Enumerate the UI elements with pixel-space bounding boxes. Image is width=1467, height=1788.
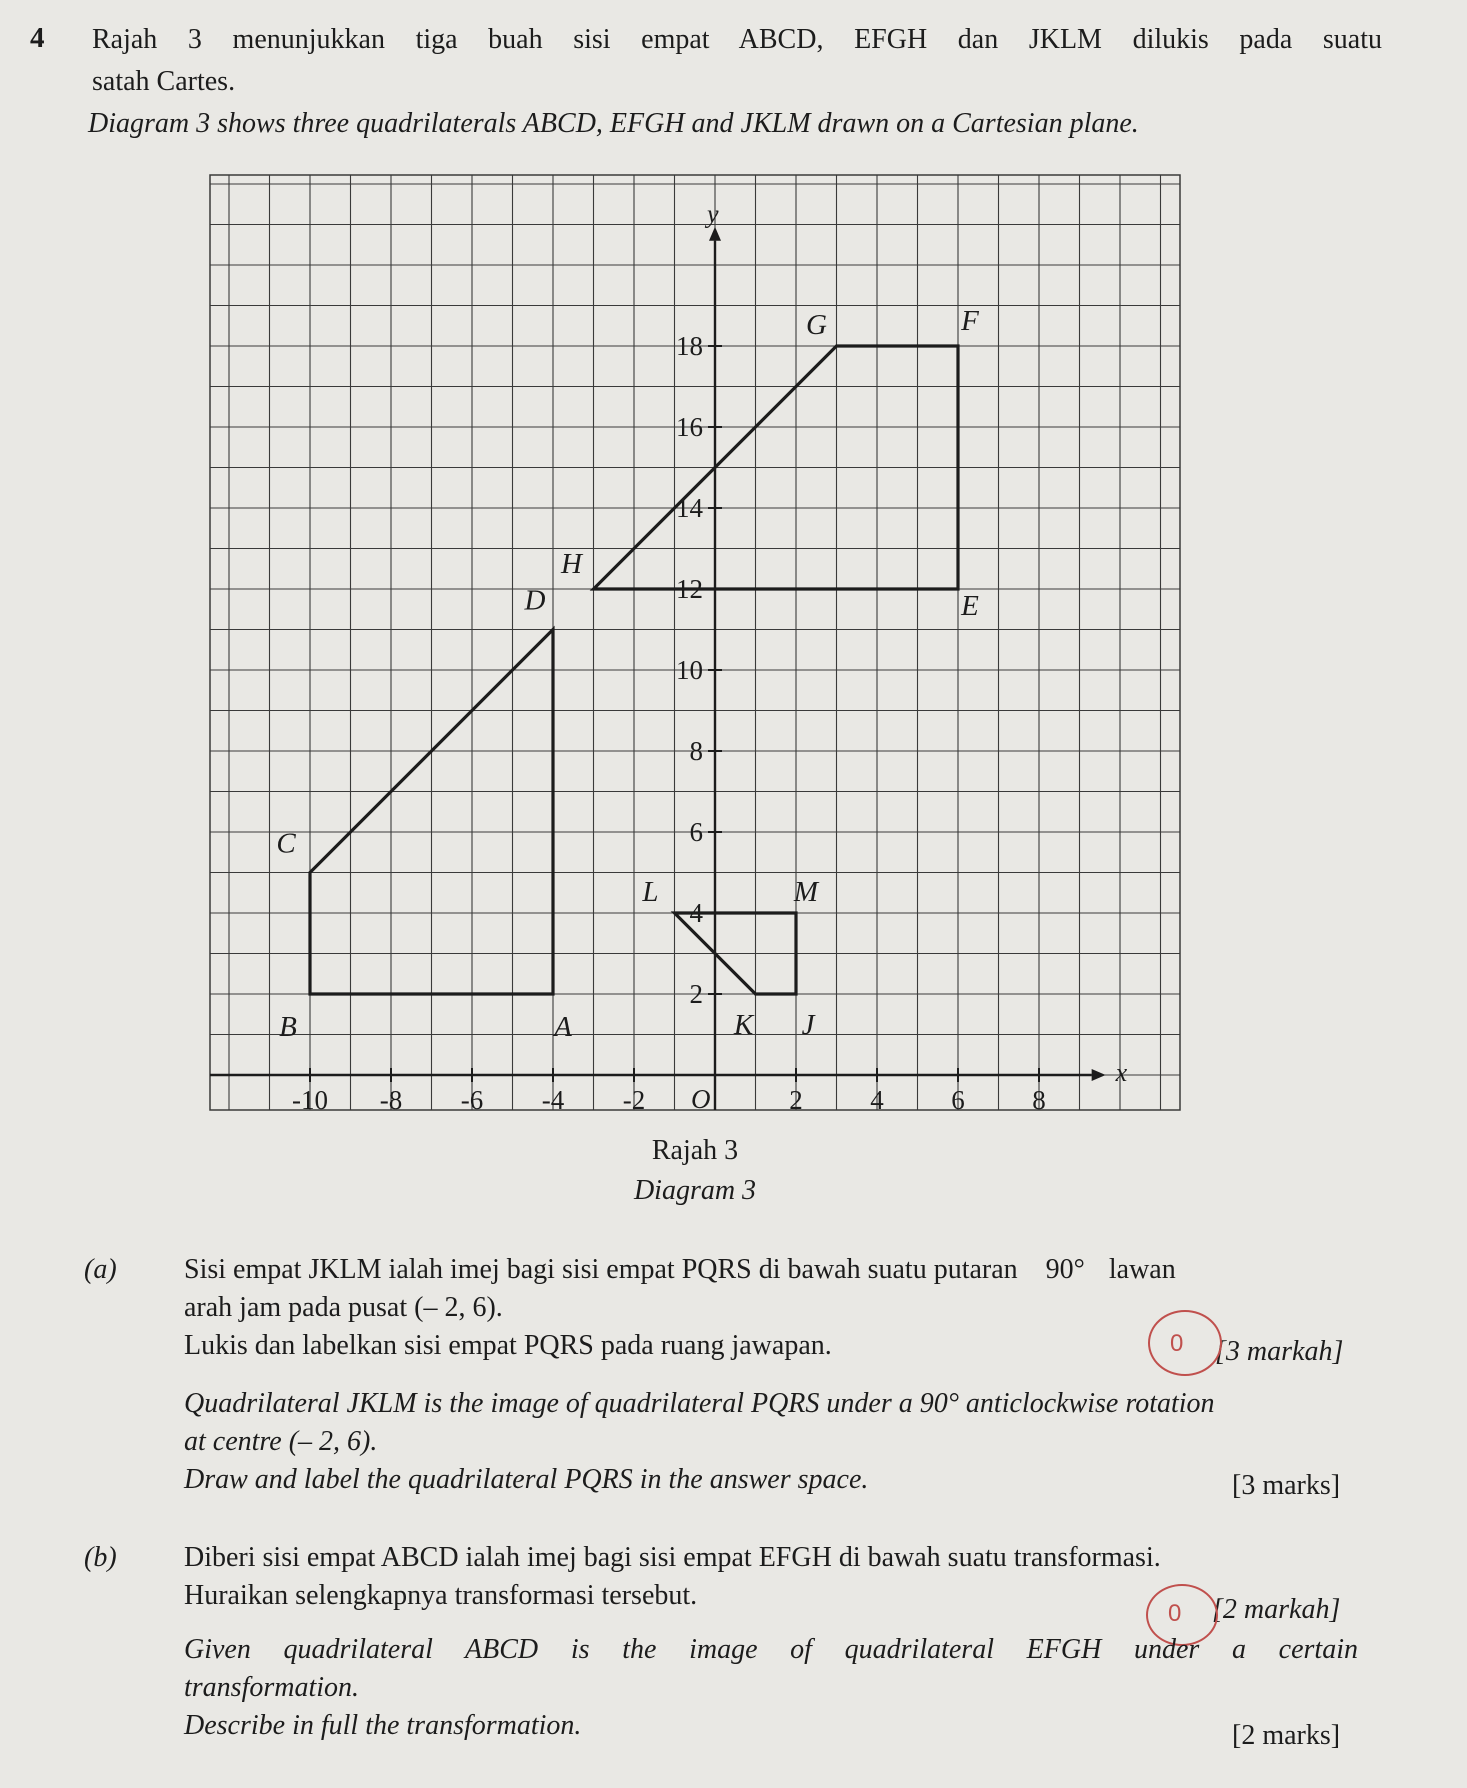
y-tick-label: 16 (676, 412, 703, 442)
x-tick-label: -10 (292, 1085, 328, 1115)
part-b-malay-line2: Huraikan selengkapnya transformasi tersebut. (184, 1580, 698, 1611)
axes (210, 200, 1128, 1114)
part-a-english-line3: Draw and label the quadrilateral PQRS in the answer space. (184, 1464, 869, 1495)
y-tick-label: 8 (689, 736, 703, 766)
part-b-english-marks: [2 marks] (1232, 1720, 1341, 1751)
y-tick-label: 14 (676, 493, 703, 523)
part-a-label: (a) (84, 1254, 117, 1285)
vertex-label-g: G (806, 309, 827, 341)
x-tick-label: -2 (622, 1085, 646, 1115)
y-tick-label: 6 (689, 817, 703, 847)
origin-label: O (691, 1084, 711, 1114)
diagram-caption-malay: Rajah 3 (651, 1135, 739, 1166)
vertex-label-k: K (733, 1009, 754, 1041)
part-a-malay-marks: [3 markah] (1215, 1336, 1344, 1367)
vertex-label-e: E (961, 590, 979, 622)
part-a-english-marks: [3 marks] (1232, 1470, 1341, 1501)
x-tick-label: 2 (789, 1085, 803, 1115)
x-tick-label: -4 (541, 1085, 565, 1115)
part-a-angle: 90° (1045, 1254, 1085, 1285)
x-axis-arrow-icon (1092, 1069, 1106, 1081)
part-a-malay-line1-text: Sisi empat JKLM ialah imej bagi sisi empat PQRS di bawah suatu putaran (184, 1254, 1018, 1285)
teacher-score-circle-a (1148, 1310, 1222, 1376)
y-axis-arrow-icon (709, 227, 721, 241)
intro-malay-line2: satah Cartes. (92, 66, 236, 97)
part-a-english-line2: at centre (– 2, 6). (184, 1426, 378, 1457)
question-number: 4 (30, 22, 45, 54)
x-tick-label: -8 (379, 1085, 403, 1115)
x-tick-label: 6 (951, 1085, 965, 1115)
part-b-malay-marks: [2 markah] (1212, 1594, 1341, 1625)
part-a-malay-line3: Lukis dan labelkan sisi empat PQRS pada ruang jawapan. (184, 1330, 832, 1361)
x-tick-label: 4 (870, 1085, 884, 1115)
y-axis-label: y (707, 199, 719, 229)
intro-english: Diagram 3 shows three quadrilaterals ABCD, EFGH and JKLM drawn on a Cartesian plane. (88, 108, 1139, 139)
vertex-labels (276, 305, 979, 1043)
y-tick-label: 2 (689, 979, 703, 1009)
vertex-label-f: F (961, 305, 979, 337)
grid-border (210, 175, 1180, 1110)
y-tick-label: 18 (676, 331, 703, 361)
x-axis-label: x (1115, 1058, 1128, 1087)
y-tick-label: 4 (689, 898, 703, 928)
vertex-label-c: C (276, 827, 296, 860)
vertex-label-m: M (793, 876, 819, 908)
vertex-label-b: B (279, 1011, 297, 1043)
teacher-score-b: 0 (1168, 1600, 1182, 1627)
y-tick-label: 12 (676, 574, 703, 604)
diagram-caption-english: Diagram 3 (633, 1175, 757, 1206)
vertex-label-d: D (524, 584, 546, 617)
axis-ticks (292, 331, 1046, 1115)
vertex-label-l: L (642, 876, 659, 908)
part-b-label: (b) (84, 1542, 117, 1573)
grid (210, 175, 1180, 1110)
part-a-malay-line1 (184, 1252, 1176, 1288)
part-a-malay-line2: arah jam pada pusat (– 2, 6). (184, 1292, 503, 1323)
cartesian-diagram (200, 170, 1190, 1120)
x-tick-label: 8 (1032, 1085, 1046, 1115)
vertex-label-a: A (554, 1011, 572, 1043)
x-tick-label: -6 (460, 1085, 484, 1115)
teacher-score-a: 0 (1170, 1330, 1184, 1357)
part-b-malay-line1: Diberi sisi empat ABCD ialah imej bagi sisi empat EFGH di bawah suatu transformasi. (184, 1542, 1161, 1573)
vertex-label-j: J (801, 1009, 815, 1041)
intro-malay-line1: Rajah 3 menunjukkan tiga buah sisi empat ABCD, EFGH dan JKLM dilukis pada suatu (92, 24, 1382, 55)
part-a-malay-line1-end: lawan (1108, 1254, 1176, 1285)
y-tick-label: 10 (676, 655, 703, 685)
part-b-english-line1: Given quadrilateral ABCD is the image of quadrilateral EFGH under a certain (184, 1634, 1358, 1665)
vertex-label-h: H (561, 548, 582, 580)
part-a-english-line1: Quadrilateral JKLM is the image of quadrilateral PQRS under a 90° anticlockwise rotation (184, 1388, 1215, 1419)
part-b-english-line3: Describe in full the transformation. (184, 1710, 582, 1741)
part-b-english-line2: transformation. (184, 1672, 360, 1703)
